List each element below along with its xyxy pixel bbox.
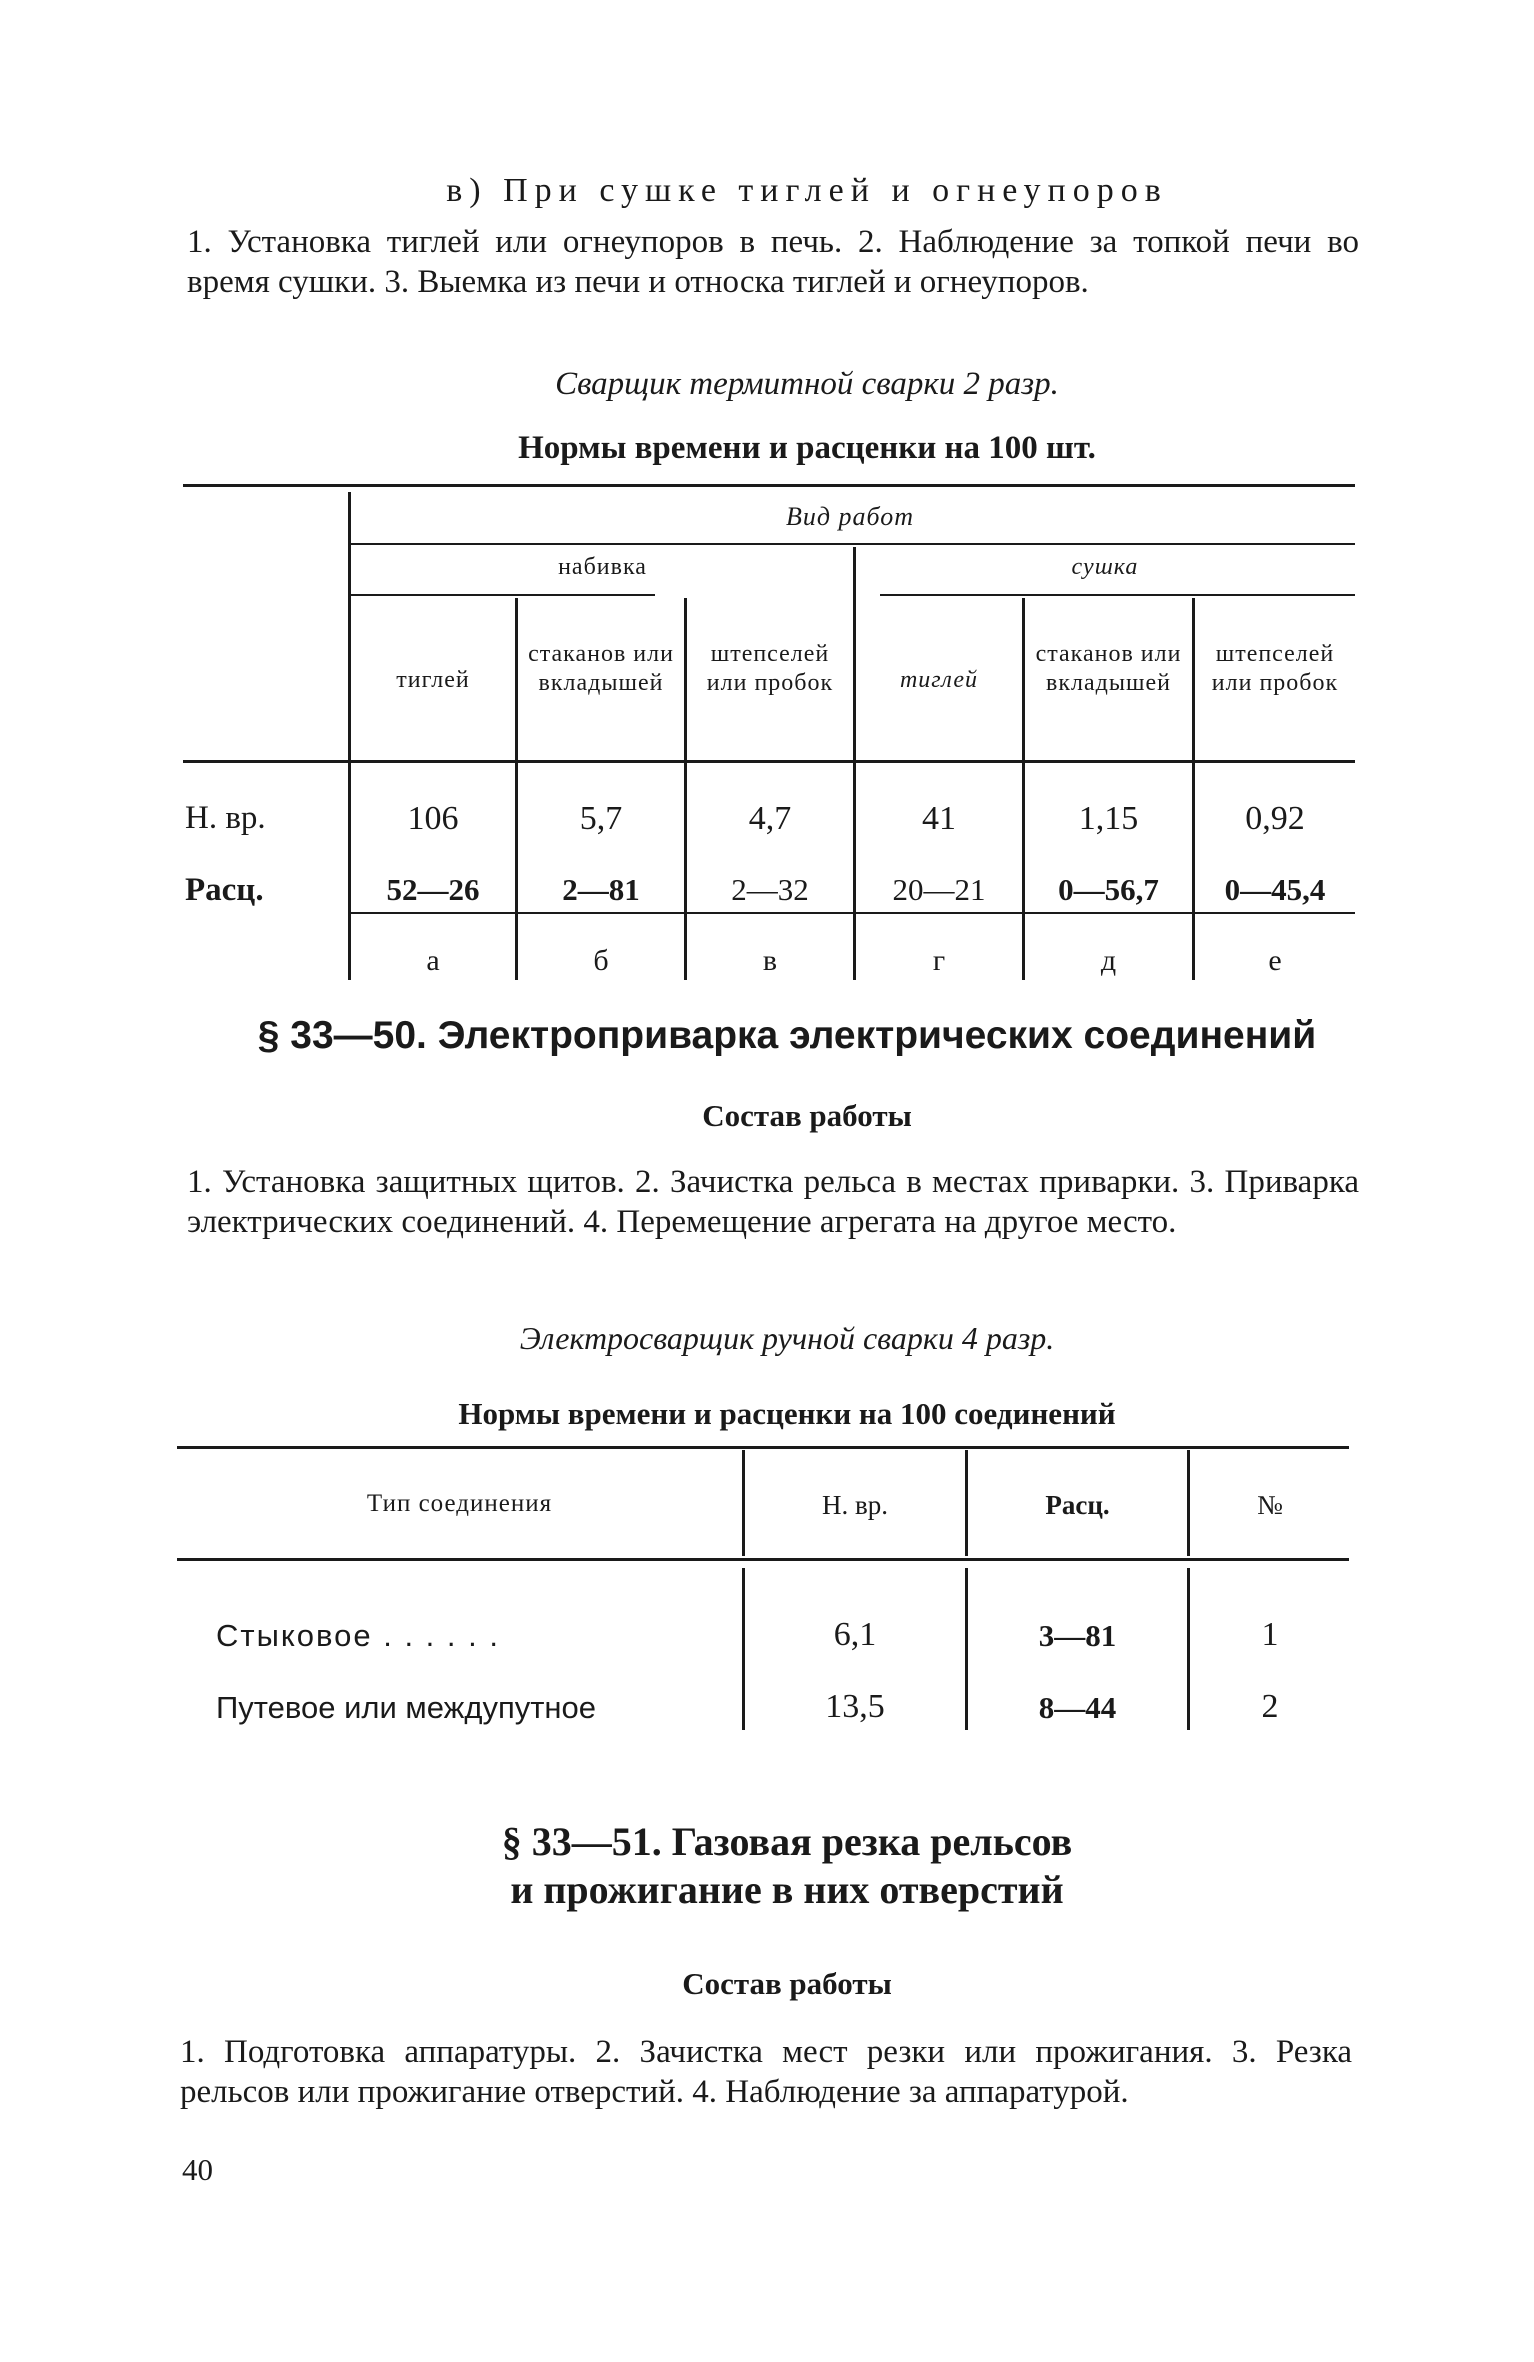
column-header: Расц. [1045, 1490, 1110, 1520]
table-cell: 4,7 [748, 800, 792, 837]
column-header: стаканов или вкладышей [528, 641, 674, 696]
table-cell: 0,92 [1245, 800, 1305, 837]
table-cell: 3—81 [1038, 1618, 1117, 1653]
subgroup-rule-right [880, 594, 1355, 596]
table-cell: 1,15 [1078, 800, 1139, 837]
subsection-title: в) При сушке тиглей и огнеупоров [446, 172, 1168, 209]
row-label: Н. вр. [185, 800, 266, 836]
subgroup-header: сушка [1071, 554, 1139, 580]
table-header-rule [183, 760, 1355, 763]
composition-heading: Состав работы [702, 1098, 912, 1133]
table-cell: 0—56,7 [1058, 872, 1159, 907]
connection-type: Стыковое . . . . . . [216, 1618, 500, 1653]
worker-title: Сварщик термитной сварки 2 разр. [555, 366, 1059, 402]
table-title: Нормы времени и расценки на 100 шт. [518, 430, 1096, 466]
table-cell: 2—32 [731, 872, 809, 907]
intro-paragraph: 1. Установка тиглей или огнеупоров в печь. 2. Наблюдение за топкой печи во время сушки. 3. Выемка из печи и относка тиглей и огнеупоров. [187, 224, 1359, 300]
row-label: Расц. [185, 872, 264, 908]
column-header: Тип соединения [366, 1490, 553, 1517]
table-cell: 41 [922, 800, 956, 837]
table-cell: 20—21 [892, 872, 986, 907]
column-letter: д [1100, 944, 1117, 977]
table-cell: 6,1 [833, 1616, 877, 1653]
table-top-rule [177, 1446, 1349, 1449]
table-cell: 106 [407, 800, 459, 837]
composition-paragraph: 1. Подготовка аппаратуры. 2. Зачистка мест резки или прожигания. 3. Резка рельсов или прожигание отверстий. 4. Наблюдение за аппаратурой. [180, 2034, 1352, 2110]
column-letter: г [932, 944, 946, 977]
page-number: 40 [182, 2152, 213, 2187]
section-heading: и прожигание в них отверстий [510, 1867, 1064, 1912]
column-letter: а [426, 944, 440, 977]
table-cell: 52—26 [386, 872, 480, 907]
column-letter: б [593, 944, 609, 977]
subgroup-header: набивка [558, 554, 647, 580]
connection-type: Путевое или междупутное [216, 1690, 597, 1725]
table-cell: 8—44 [1038, 1690, 1117, 1725]
group-header: Вид работ [785, 502, 915, 531]
column-letter: е [1268, 944, 1282, 977]
column-header: тиглей [899, 667, 979, 693]
column-header: стаканов или вкладышей [1035, 641, 1182, 696]
column-header: штепселей или пробок [1211, 641, 1339, 696]
column-header: № [1257, 1490, 1283, 1520]
section-heading: § 33—51. Газовая резка рельсов [501, 1819, 1073, 1864]
column-header: тиглей [396, 667, 470, 693]
worker-title: Электросварщик ручной сварки 4 разр. [519, 1320, 1055, 1356]
column-header: штепселей или пробок [706, 641, 834, 696]
table-cell: 1 [1261, 1616, 1279, 1653]
table-cell: 0—45,4 [1224, 872, 1326, 907]
subgroup-rule-left [350, 594, 655, 596]
section-heading: § 33—50. Электроприварка электрических соединений [257, 1014, 1317, 1057]
table-top-rule [183, 484, 1355, 487]
col-divider [853, 547, 856, 980]
table-cell: 13,5 [825, 1688, 885, 1725]
column-header: Н. вр. [822, 1490, 888, 1520]
column-letter: в [762, 944, 778, 977]
table-title: Нормы времени и расценки на 100 соединений [458, 1396, 1116, 1431]
table-cell: 2—81 [562, 872, 640, 907]
composition-paragraph: 1. Установка защитных щитов. 2. Зачистка рельса в местах приварки. 3. Приварка электрических соединений. 4. Перемещение агрегата на другое место. [187, 1164, 1359, 1240]
table-cell: 5,7 [579, 800, 623, 837]
table-header-rule [177, 1558, 1349, 1561]
table-cell: 2 [1261, 1688, 1279, 1725]
composition-heading: Состав работы [682, 1966, 892, 2001]
group-rule [350, 543, 1355, 545]
